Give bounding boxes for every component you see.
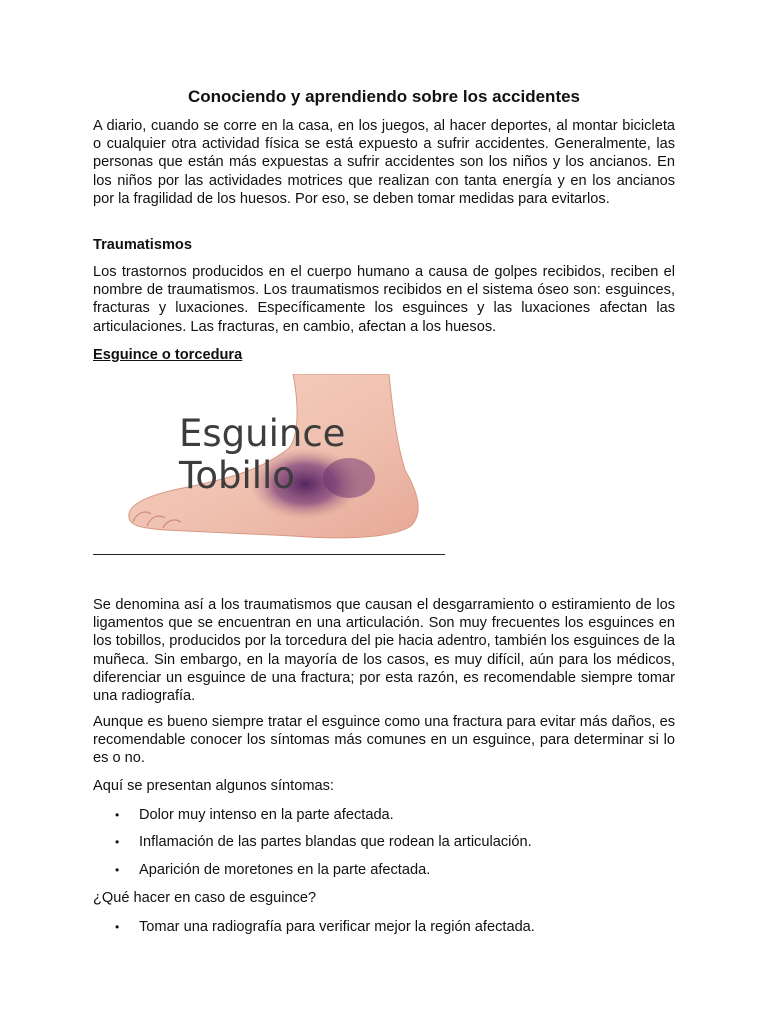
symptom-text: Aparición de moretones en la parte afectada. — [139, 862, 431, 878]
sprain-paragraph-1: Se denomina así a los traumatismos que causan el desgarramiento o estiramiento de los ligamentos que se encuentran en una articulación. Son muy frecuentes los esguinces en los tobillos, producidos por la torcedura del pie hacia adentro, también los esguinces de la muñeca. Sin embargo, en la mayoría de los casos, es muy difícil, aún para los médicos, diferenciar un esguince de una fractura; por esta razón, es recomendable siempre tomar una radiografía. — [93, 597, 675, 705]
symptom-text: Inflamación de las partes blandas que rodean la articulación. — [139, 834, 532, 850]
bullet-icon: • — [115, 808, 120, 822]
image-baseline-divider — [93, 554, 445, 555]
sprain-image — [93, 374, 445, 542]
bullet-icon: • — [115, 920, 120, 934]
symptoms-intro: Aquí se presentan algunos síntomas: — [93, 778, 334, 794]
bullet-icon: • — [115, 863, 120, 877]
intro-paragraph: A diario, cuando se corre en la casa, en los juegos, al hacer deportes, al montar bicicleta o cualquier otra actividad física se está expuesto a sufrir accidentes. Generalmente, las personas que están más expuestas a sufrir accidentes son los niños y los ancianos. En los niños por las actividades motrices que realizan con tanta energía y en los ancianos por la fragilidad de los huesos. Por eso, se deben tomar medidas para evitarlos. — [93, 118, 675, 207]
image-text-line1: Esguince — [179, 412, 346, 455]
page-title: Conociendo y aprendiendo sobre los accidentes — [187, 87, 581, 106]
trauma-heading: Traumatismos — [93, 237, 192, 253]
symptom-text: Dolor muy intenso en la parte afectada. — [139, 807, 394, 823]
what-to-do-question: ¿Qué hacer en caso de esguince? — [93, 890, 317, 906]
bullet-icon: • — [115, 835, 120, 849]
image-text-line2: Tobillo — [179, 454, 295, 497]
foot-illustration-icon — [93, 374, 445, 542]
sprain-paragraph-2: Aunque es bueno siempre tratar el esguince como una fractura para evitar más daños, es recomendable conocer los síntomas más comunes en un esguince, para determinar si lo es o no. — [93, 714, 675, 767]
sprain-heading: Esguince o torcedura — [93, 347, 243, 363]
action-text: Tomar una radiografía para verificar mejor la región afectada. — [139, 919, 535, 935]
trauma-paragraph: Los trastornos producidos en el cuerpo humano a causa de golpes recibidos, reciben el nombre de traumatismos. Los traumatismos recibidos en el sistema óseo son: esguinces, fracturas y luxaciones. Específicamente los esguinces y las luxaciones afectan las articulaciones. Las fracturas, en cambio, afectan a los huesos. — [93, 264, 675, 335]
